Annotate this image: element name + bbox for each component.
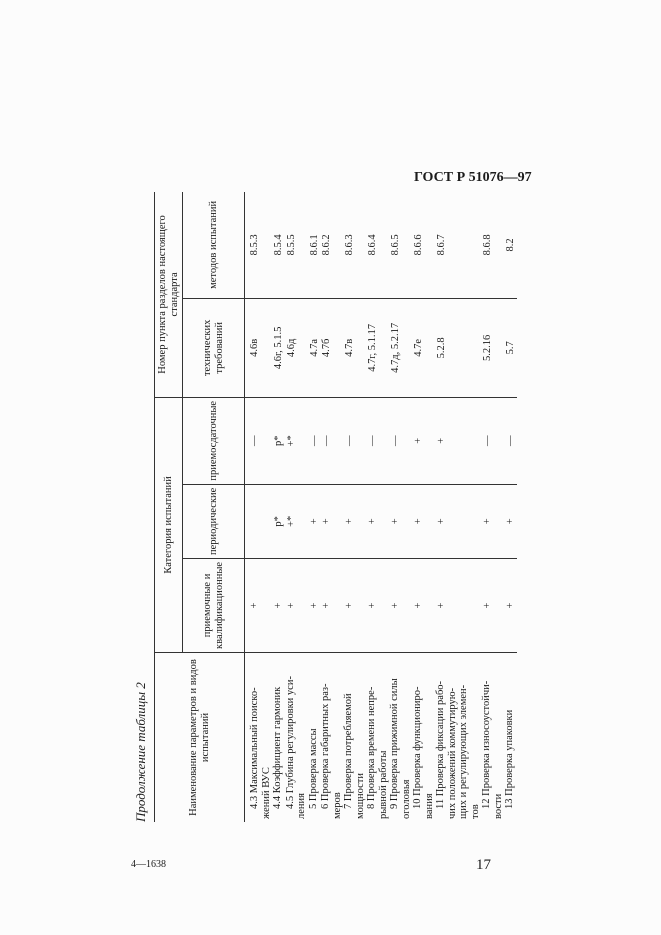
table-row	[366, 192, 389, 822]
cell-tech-requirements: 5.2.16	[481, 298, 504, 397]
row-name-line: 6 Проверка габаритных раз-	[320, 683, 331, 809]
cell-delivery: —	[504, 397, 517, 484]
cell-acceptance: +	[389, 558, 412, 652]
row-name-line: оголовья	[400, 779, 412, 819]
cell-tech-requirements: 5.2.8	[435, 298, 481, 397]
cell-test-method: 8.2	[505, 238, 516, 252]
cell-tech-requirements: 4.6д	[285, 298, 308, 397]
standard-number: ГОСТ Р 51076—97	[414, 170, 532, 185]
header-periodic: периодические	[183, 484, 245, 558]
row-name	[320, 652, 343, 822]
row-name	[366, 652, 389, 822]
cell-test-method: 8.6.5	[390, 234, 401, 256]
header-test-methods: методов испытаний	[183, 192, 245, 298]
cell-delivery: —	[366, 397, 389, 484]
cell-acceptance: +	[366, 558, 389, 652]
row-name-line: 4.4 Коэффициент гармоник	[272, 686, 283, 809]
table-row	[481, 192, 504, 822]
cell-test-method: 8.6.7	[436, 234, 447, 256]
cell-periodic: +	[389, 484, 412, 558]
row-name-line: ления	[296, 793, 307, 819]
cell-periodic: +	[504, 484, 517, 558]
cell-periodic: +	[366, 484, 389, 558]
cell-periodic: +	[320, 484, 343, 558]
cell-delivery: —	[389, 397, 412, 484]
header-name: Наименование параметров и видов испытаний	[155, 652, 245, 822]
row-name	[389, 652, 412, 822]
table-row	[435, 192, 481, 822]
print-code: 4—1638	[131, 859, 166, 870]
cell-tech-requirements: 4.7б	[320, 298, 343, 397]
table-caption: Продолжение таблицы 2	[133, 682, 148, 822]
row-name-line: мощности	[354, 773, 366, 819]
row-name-line: 12 Проверка износоустойчи-	[481, 680, 492, 809]
cell-delivery: —	[481, 397, 504, 484]
header-tech-requirements: технических требований	[183, 298, 245, 397]
row-name	[412, 652, 435, 822]
row-name	[435, 652, 481, 822]
table-row	[320, 192, 343, 822]
cell-acceptance: +	[435, 558, 481, 652]
table-row	[245, 192, 273, 822]
cell-periodic: +	[308, 484, 321, 558]
cell-delivery: —	[245, 397, 273, 484]
row-name	[272, 652, 285, 822]
row-name	[285, 652, 308, 822]
row-name-line: 8 Проверка времени непре-	[366, 686, 377, 809]
cell-acceptance: +	[412, 558, 435, 652]
header-category-group: Категория испытаний	[155, 397, 183, 652]
cell-test-method: 8.6.1	[308, 234, 320, 256]
cell-test-method: 8.6.8	[482, 234, 493, 256]
cell-test-method: 8.5.3	[249, 234, 260, 256]
cell-acceptance: +	[481, 558, 504, 652]
cell-delivery: —	[308, 397, 321, 484]
row-name-line: 7 Проверка потребляемой	[343, 693, 354, 809]
row-name	[343, 652, 366, 822]
table-row	[504, 192, 517, 822]
row-name-line: меров	[331, 792, 343, 819]
row-name-line: 9 Проверка прижимной силы	[389, 678, 400, 809]
cell-delivery: +*	[285, 397, 308, 484]
row-name	[481, 652, 504, 822]
cell-periodic: р*	[272, 484, 285, 558]
cell-periodic	[245, 484, 273, 558]
row-name	[504, 652, 517, 822]
row-name-line: чих положений коммутирую-	[446, 687, 458, 819]
cell-tech-requirements: 4.6в	[245, 298, 273, 397]
table-row	[308, 192, 321, 822]
row-name-line: 4.3 Максимальный поиско-	[249, 687, 260, 809]
cell-periodic: +	[435, 484, 481, 558]
cell-tech-requirements: 5.7	[504, 298, 517, 397]
row-name-line: рывной работы	[377, 750, 389, 819]
row-name-line: жений ВУС	[260, 767, 272, 819]
table-row	[412, 192, 435, 822]
row-name-line: тов	[469, 804, 481, 819]
cell-acceptance: +	[308, 558, 321, 652]
cell-acceptance: +	[343, 558, 366, 652]
cell-test-method: 8.5.5	[285, 234, 297, 256]
cell-periodic: +	[481, 484, 504, 558]
cell-test-method: 8.6.2	[321, 234, 332, 256]
row-name-line: 4.5 Глубина регулировки уси-	[284, 676, 296, 809]
cell-test-method: 8.6.6	[413, 234, 424, 256]
cell-acceptance: +	[285, 558, 308, 652]
row-name-line: 13 Проверка упаковки	[504, 709, 515, 809]
table-row	[343, 192, 366, 822]
row-name	[245, 652, 273, 822]
cell-tech-requirements: 4.7д, 5.2.17	[389, 298, 412, 397]
rotated-table-area	[133, 172, 515, 822]
cell-delivery: р*	[272, 397, 285, 484]
cell-delivery: —	[343, 397, 366, 484]
header-clause-group: Номер пункта разделов настоящего стандарта	[155, 192, 183, 397]
row-name-line: 10 Проверка функциониро-	[412, 686, 423, 809]
cell-tech-requirements: 4.7г, 5.1.17	[366, 298, 389, 397]
cell-acceptance: +	[245, 558, 273, 652]
row-name	[308, 652, 321, 822]
row-name-line: 5 Проверка массы	[307, 728, 319, 809]
cell-delivery: +	[435, 397, 481, 484]
cell-delivery: +	[412, 397, 435, 484]
cell-acceptance: +	[272, 558, 285, 652]
row-name-line: щих и регулирующих элемен-	[458, 684, 469, 819]
test-categories-table	[154, 192, 517, 822]
row-name-line: 11 Проверка фиксации рабо-	[435, 680, 446, 809]
row-name-line: вости	[492, 793, 504, 819]
table-row	[389, 192, 412, 822]
cell-tech-requirements: 4.7а	[308, 298, 321, 397]
cell-acceptance: +	[504, 558, 517, 652]
cell-tech-requirements: 4.7в	[343, 298, 366, 397]
header-acceptance: приемочные и квалификационные	[183, 558, 245, 652]
cell-tech-requirements: 4.6г, 5.1.5	[272, 298, 285, 397]
cell-test-method: 8.6.3	[344, 234, 355, 256]
row-name-line: вания	[423, 793, 435, 819]
cell-delivery: —	[320, 397, 343, 484]
header-delivery: приемосдаточные	[183, 397, 245, 484]
cell-test-method: 8.5.4	[273, 234, 284, 256]
table-row	[272, 192, 285, 822]
cell-periodic: +	[343, 484, 366, 558]
cell-acceptance: +	[320, 558, 343, 652]
cell-periodic: +*	[285, 484, 308, 558]
table-row	[285, 192, 308, 822]
cell-tech-requirements: 4.7е	[412, 298, 435, 397]
cell-periodic: +	[412, 484, 435, 558]
cell-test-method: 8.6.4	[367, 234, 378, 256]
page-number: 17	[476, 857, 491, 873]
